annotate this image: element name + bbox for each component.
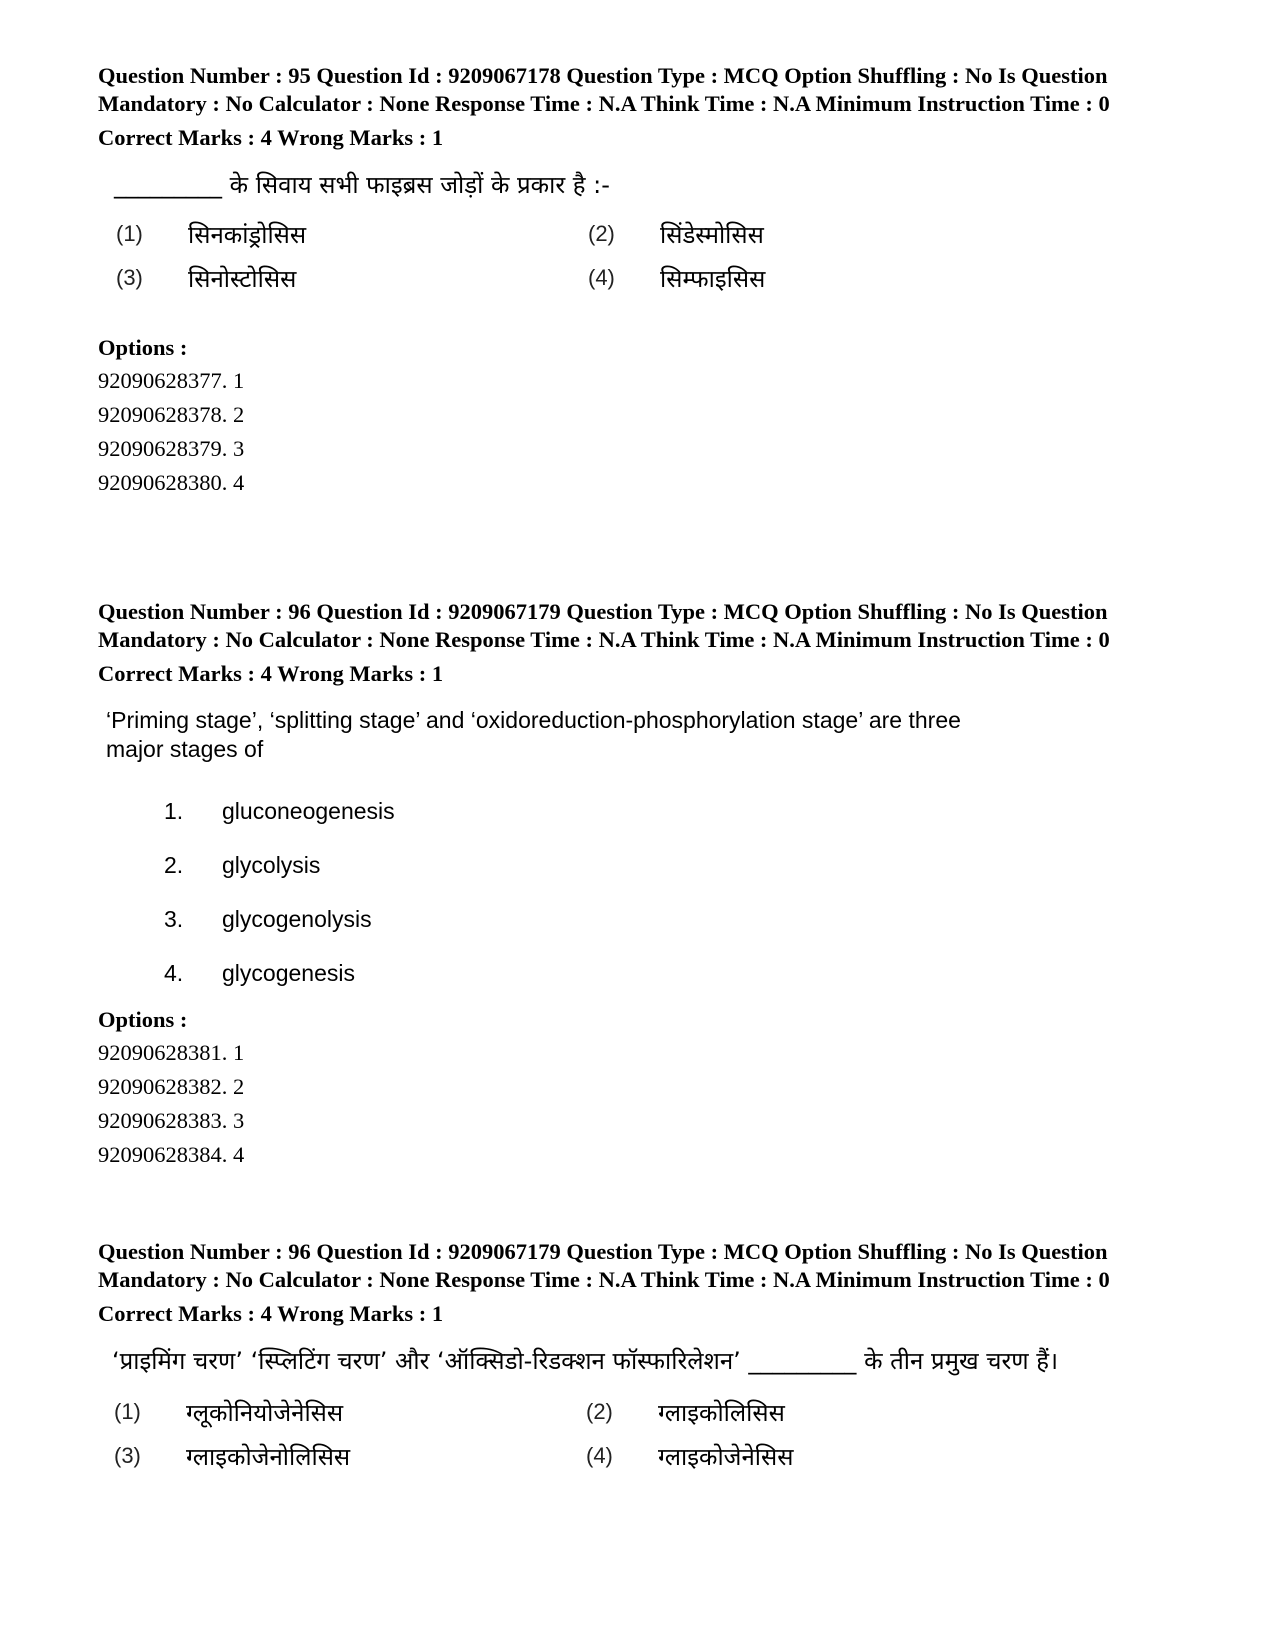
option-line: 92090628383. 3 [98, 1108, 245, 1133]
marks-line: Correct Marks : 4 Wrong Marks : 1 [98, 661, 444, 686]
choice-item [114, 1390, 586, 1434]
choice-item [164, 946, 1198, 1000]
options-heading: Options : [98, 335, 188, 360]
choice-text: gluconeogenesis [222, 797, 395, 824]
choice-item [586, 1390, 1058, 1434]
question-meta: Question Number : 95 Question Id : 9209067178 Question Type : MCQ Option Shuffling : No Is Question Mandatory : No Calculator : None Response Time : N.A Think Time : N.A Minimum Instruction Time : 0 [98, 63, 1110, 116]
choice-number: 2. [164, 851, 184, 878]
choice-text: glycolysis [222, 851, 321, 878]
option-line: 92090628377. 1 [98, 368, 245, 393]
choice-number: (3) [114, 1443, 141, 1468]
choice-number: (2) [586, 1399, 613, 1424]
choice-text: ग्लाइकोजेनोलिसिस [186, 1442, 351, 1471]
choice-item [116, 256, 588, 300]
choice-number: (2) [588, 221, 615, 246]
question-meta: Question Number : 96 Question Id : 9209067179 Question Type : MCQ Option Shuffling : No Is Question Mandatory : No Calculator : None Response Time : N.A Think Time : N.A Minimum Instruction Time : 0 [98, 1239, 1110, 1292]
options-heading: Options : [98, 1007, 188, 1032]
option-line: 92090628384. 4 [98, 1142, 245, 1167]
choice-item [116, 212, 588, 256]
choice-item [114, 1434, 586, 1478]
question-stem: _________ के सिवाय सभी फाइब्रस जोड़ों के प्रकार है :- [114, 171, 610, 199]
choice-list [98, 784, 1198, 1000]
choice-item [164, 838, 1198, 892]
question-block-95 [98, 62, 1198, 500]
option-line: 92090628382. 2 [98, 1074, 245, 1099]
marks-line: Correct Marks : 4 Wrong Marks : 1 [98, 125, 444, 150]
choice-item [588, 212, 1060, 256]
choice-number: (4) [588, 265, 615, 290]
choice-number: (4) [586, 1443, 613, 1468]
question-block-96-hi [98, 1238, 1198, 1478]
option-line: 92090628380. 4 [98, 470, 245, 495]
marks-line: Correct Marks : 4 Wrong Marks : 1 [98, 1301, 444, 1326]
question-stem: ‘प्राइमिंग चरण’ ‘स्प्लिटिंग चरण’ और ‘ऑक्सिडो-रिडक्शन फॉस्फारिलेशन’ _________ के तीन प्रमुख चरण हैं। [112, 1347, 1059, 1375]
choice-item [164, 784, 1198, 838]
choice-text: सिंडेस्मोसिस [660, 220, 764, 249]
option-line: 92090628378. 2 [98, 402, 245, 427]
choice-item [588, 256, 1060, 300]
choice-item [164, 892, 1198, 946]
choice-number: (1) [114, 1399, 141, 1424]
choice-number: 1. [164, 797, 184, 824]
choice-text: ग्लाइकोलिसिस [658, 1398, 785, 1427]
choice-number: (3) [116, 265, 143, 290]
option-line: 92090628381. 1 [98, 1040, 245, 1065]
choice-text: ग्लूकोनियोजेनेसिस [186, 1398, 344, 1427]
choice-grid [98, 1390, 1198, 1478]
choice-text: सिनोस्टोसिस [188, 264, 297, 293]
question-stem: ‘Priming stage’, ‘splitting stage’ and ‘oxidoreduction-phosphorylation stage’ are three major stages of [106, 707, 961, 762]
choice-text: सिनकांड्रोसिस [188, 220, 307, 249]
choice-text: glycogenesis [222, 959, 355, 986]
choice-number: (1) [116, 221, 143, 246]
option-line: 92090628379. 3 [98, 436, 245, 461]
choice-number: 4. [164, 959, 184, 986]
question-meta: Question Number : 96 Question Id : 9209067179 Question Type : MCQ Option Shuffling : No Is Question Mandatory : No Calculator : None Response Time : N.A Think Time : N.A Minimum Instruction Time : 0 [98, 599, 1110, 652]
choice-text: glycogenolysis [222, 905, 372, 932]
choice-number: 3. [164, 905, 184, 932]
choice-text: ग्लाइकोजेनेसिस [658, 1442, 794, 1471]
choice-item [586, 1434, 1058, 1478]
choice-text: सिम्फाइसिस [660, 264, 766, 293]
choice-grid [98, 212, 1198, 300]
question-block-96-en [98, 598, 1198, 1172]
